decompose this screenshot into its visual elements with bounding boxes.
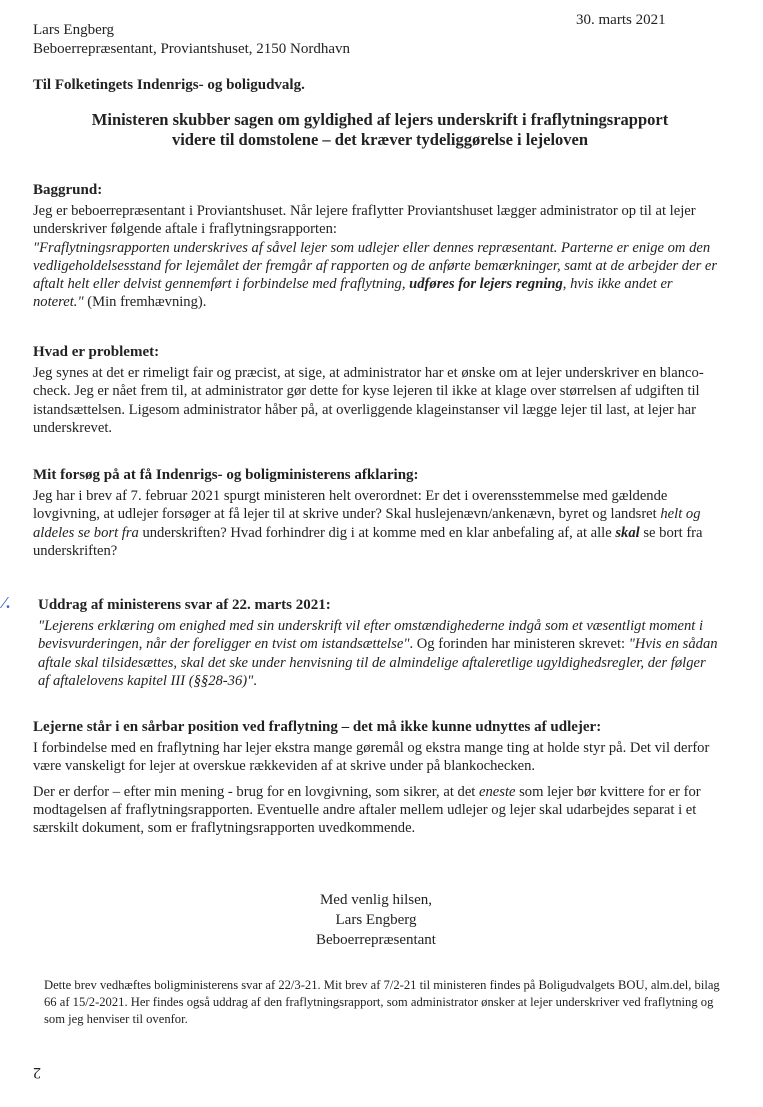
- saarbar-para-2a: Der er derfor – efter min mening - brug for en lovgivning, som sikrer, at det: [33, 783, 480, 800]
- page-number: 2: [33, 1064, 41, 1081]
- saarbar-para-1: I forbindelse med en fraflytning har lejer ekstra mange gøremål og ekstra mange ting at holde styr på. Det vil derfor være vanskeligt for lejer at overskue rækkeviden af at skrive under på blankochecken.: [33, 740, 710, 775]
- forsog-text-2: underskriften? Hvad forhindrer dig i at komme med en klar anbefaling af, at alle: [138, 524, 616, 541]
- saarbar-italic: eneste: [479, 783, 516, 800]
- section-uddrag: [38, 596, 718, 690]
- uddrag-text-2: .: [253, 672, 257, 689]
- uddrag-text-1: . Og forinden har ministeren skrevet:: [409, 636, 629, 653]
- heading-uddrag: Uddrag af ministerens svar af 22. marts 2021:: [38, 597, 331, 613]
- closing-greeting: Med venlig hilsen,: [319, 892, 433, 908]
- heading-baggrund: Baggrund:: [33, 182, 103, 198]
- forsog-bold-italic: skal: [615, 524, 640, 541]
- forsog-italic: helt og aldeles se bort fra: [33, 506, 701, 541]
- minister-quote-1: "Lejerens erklæring om enighed med sin underskrift vil efter omstændighederne indgå som et væsentligt moment i bevisvurderingen, når der foreligger en tvist om istandsættelse": [38, 618, 704, 653]
- title-line-2: videre til domstolene – det kræver tydeliggørelse i lejeloven: [171, 130, 589, 149]
- letter-date: 30. marts 2021: [576, 12, 666, 28]
- quote-part-1: "Fraflytningsrapporten underskrives af såvel lejer som udlejer eller dennes repræsentant. Parterne er enige om den vedligeholdelsesstand for lejemålet der fremgår af rapporten og de anførte bemærkninger, samt at de arbejder der er aftalt helt eller delvist gennemført i forbindelse med fraflytning,: [33, 239, 718, 293]
- saarbar-para-2b: som lejer bør kvittere for er for modtagelsen af fraflytningsrapporten. Eventuelle andre aftaler mellem udlejer og lejer skal udarbejdes separat i et særskilt dokument, som er fraflytningsrapporten uvedkommende.: [33, 783, 701, 837]
- section-forsog: [33, 466, 723, 560]
- quote-note: (Min fremhævning).: [83, 294, 207, 311]
- saarbar-para-2: [33, 783, 723, 838]
- minister-quote-2: "Hvis en sådan aftale skal tilsidesættes, skal det ske under henvisning til de almindelige aftaleretlige ugyldighedsregler, der følger af aftalelovens kapitel III (§§28-36)": [38, 636, 718, 689]
- title-line-1: Ministeren skubber sagen om gyldighed af lejers underskrift i fraflytningsrapport: [91, 110, 669, 129]
- baggrund-intro: Jeg er beboerrepræsentant i Proviantshuset. Når lejere fraflytter Proviantshuset lægger administrator op til at lejer underskriver følgende aftale i fraflytningsrapporten:: [33, 203, 696, 238]
- baggrund-quote: [33, 239, 723, 312]
- letter-title: [40, 110, 720, 150]
- section-saarbar: [33, 718, 723, 837]
- forsog-text-3: se bort fra underskriften?: [33, 524, 703, 559]
- uddrag-text: [38, 617, 718, 690]
- forsog-text-1: Jeg har i brev af 7. februar 2021 spurgt ministeren helt overordnet: Er det i overensstemmelse med gældende lovgivning, at udlejer forsøger at få lejer til at skrive under? Skal huslejenævn/ankenævn, byret og landsret: [33, 488, 668, 523]
- footer-note: Dette brev vedhæftes boligministerens svar af 22/3-21. Mit brev af 7/2-21 til ministeren findes på Boligudvalgets BOU, alm.del, bilag 66 af 15/2-2021. Her findes også uddrag af den fraflytningsrapport, som administrator ønsker at lejer underskriver ved fraflytning og som jeg henviser til ovenfor.: [44, 978, 720, 1026]
- closing-name: Lars Engberg: [335, 912, 417, 928]
- problem-text: Jeg synes at det er rimeligt fair og præcist, at sige, at administrator har et ønske om at lejer underskriver en blanco-check. Jeg er nået frem til, at administrator gør dette for kyse lejeren til ikke at klage over størrelsen af udgiften til istandsættelsen. Ligesom administrator håber på, at overliggende klageinstanser vil lægge lejer til last, at lejer har underskrevet.: [33, 365, 704, 436]
- section-baggrund: [33, 181, 723, 312]
- sender-block: [33, 21, 350, 59]
- heading-problem: Hvad er problemet:: [33, 344, 160, 360]
- section-problem: [33, 343, 723, 437]
- closing-block: [305, 890, 447, 950]
- closing-title: Beboerrepræsentant: [316, 932, 436, 948]
- sender-name: Lars Engberg: [33, 22, 114, 38]
- margin-mark: ⁄.: [3, 593, 11, 612]
- heading-saarbar: Lejerne står i en sårbar position ved fraflytning – det må ikke kunne udnyttes af udlejer:: [33, 719, 602, 735]
- quote-part-2: , hvis ikke andet er noteret.": [33, 276, 673, 311]
- recipient-line: Til Folketingets Indenrigs- og boligudvalg.: [33, 77, 305, 93]
- quote-emphasis: udføres for lejers regning: [409, 276, 563, 293]
- forsog-text: [33, 487, 723, 560]
- heading-forsog: Mit forsøg på at få Indenrigs- og boligministerens afklaring:: [33, 467, 419, 483]
- sender-role: Beboerrepræsentant, Proviantshuset, 2150 Nordhavn: [33, 41, 351, 57]
